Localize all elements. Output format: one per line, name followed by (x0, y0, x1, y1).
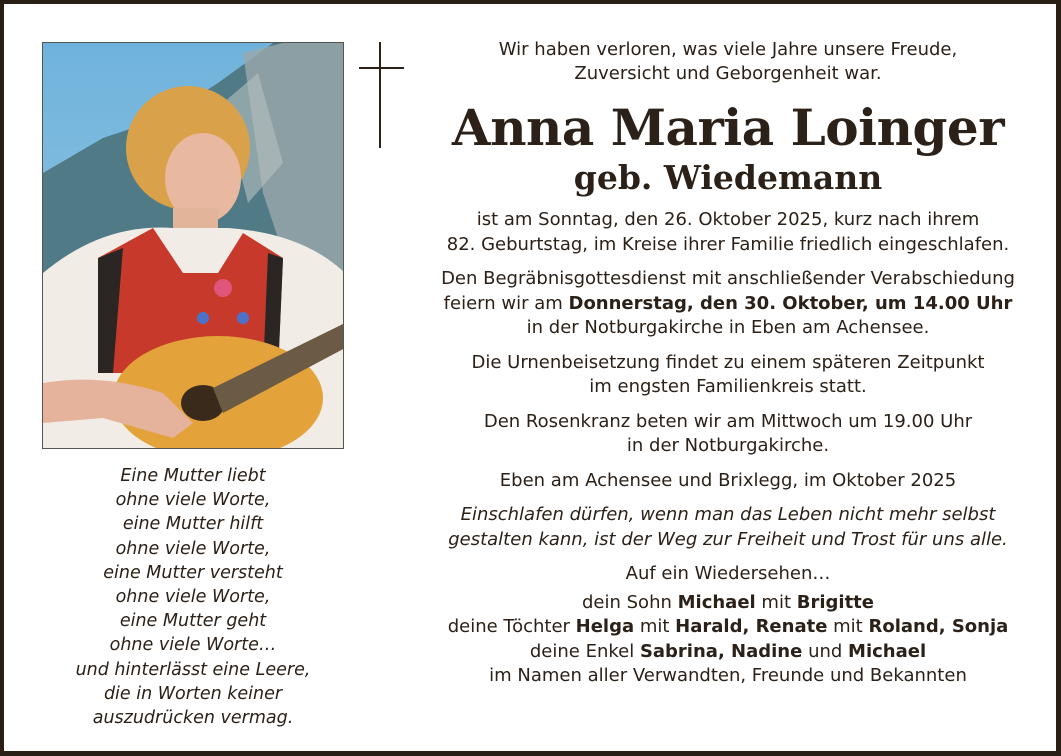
quote (414, 503, 1042, 552)
family-text: deine Enkel (529, 640, 640, 662)
funeral-datetime: Donnerstag, den 30. Oktober, um 14.00 Uhr (568, 292, 1013, 314)
deceased-name: Anna Maria Loinger (451, 98, 1005, 157)
obituary-card (4, 4, 1056, 751)
maiden-name: geb. Wiedemann (573, 158, 883, 197)
family-text: mit (755, 591, 797, 613)
family-name: Roland, Sonja (868, 616, 1009, 637)
family-text: und (802, 640, 849, 662)
family-grandchildren (414, 640, 1042, 665)
funeral-line: feiern wir am (443, 292, 569, 314)
funeral-info (414, 267, 1042, 341)
family-text: dein Sohn (582, 591, 678, 613)
poem-line: und hinterlässt eine Leere, (75, 659, 311, 680)
portrait-image (43, 43, 344, 449)
death-line: ist am Sonntag, den 26. Oktober 2025, kurz nach ihrem (476, 209, 980, 230)
death-line: 82. Geburtstag, im Kreise ihrer Familie friedlich eingeschlafen. (446, 233, 1010, 255)
poem-line: auszudrücken vermag. (92, 708, 294, 729)
notice-text (414, 38, 1042, 689)
family-text: mit (827, 616, 869, 637)
cross-vertical-bar (379, 42, 381, 148)
quote-line: gestalten kann, ist der Weg zur Freiheit und Trost für uns alle. (448, 528, 1008, 550)
family-text: mit (634, 616, 676, 637)
place-date: Eben am Achensee und Brixlegg, im Oktober 2025 (499, 469, 957, 491)
family-son (414, 591, 1042, 616)
family-name: Brigitte (796, 591, 874, 613)
intro-line: Zuversicht und Geborgenheit war. (574, 63, 882, 84)
family-name: Michael (848, 640, 927, 662)
intro-text (414, 38, 1042, 86)
poem-line: ohne viele Worte… (109, 635, 277, 656)
poem-line: eine Mutter versteht (103, 562, 283, 583)
poem-line: eine Mutter geht (119, 611, 267, 632)
rosary-line: Den Rosenkranz beten wir am Mittwoch um 19.00 Uhr (483, 410, 973, 432)
poem-line: die in Worten keiner (103, 683, 283, 704)
urn-line: Die Urnenbeisetzung findet zu einem späteren Zeitpunkt (471, 351, 985, 373)
family-name: Michael (677, 591, 756, 613)
poem (44, 464, 342, 730)
urn-burial-info (414, 351, 1042, 400)
family-name: Harald, Renate (675, 616, 828, 637)
poem-line: ohne viele Worte, (115, 490, 271, 511)
quote-line: Einschlafen dürfen, wenn man das Leben nicht mehr selbst (460, 504, 996, 525)
poem-line: eine Mutter hilft (122, 514, 264, 535)
rosary-line: in der Notburgakirche. (626, 435, 830, 456)
urn-line: im engsten Familienkreis statt. (589, 376, 867, 397)
family-relatives: im Namen aller Verwandten, Freunde und Bekannten (489, 665, 967, 686)
cross-horizontal-bar (359, 67, 404, 69)
funeral-location: in der Notburgakirche in Eben am Achensee. (526, 317, 930, 338)
poem-line: ohne viele Worte, (115, 538, 271, 559)
intro-line: Wir haben verloren, was viele Jahre unsere Freude, (498, 39, 958, 60)
family-daughters (414, 615, 1042, 640)
rosary-info (414, 410, 1042, 459)
family-text: deine Töchter (447, 616, 576, 637)
portrait-photo (42, 42, 344, 449)
farewell: Auf ein Wiedersehen… (625, 563, 831, 584)
funeral-line: Den Begräbnisgottesdienst mit anschließender Verabschiedung (441, 268, 1015, 289)
family-name: Helga (575, 616, 635, 637)
poem-line: ohne viele Worte, (115, 587, 271, 608)
death-announcement (414, 208, 1042, 257)
family-name: Sabrina, Nadine (639, 640, 803, 662)
poem-line: Eine Mutter liebt (120, 466, 266, 486)
